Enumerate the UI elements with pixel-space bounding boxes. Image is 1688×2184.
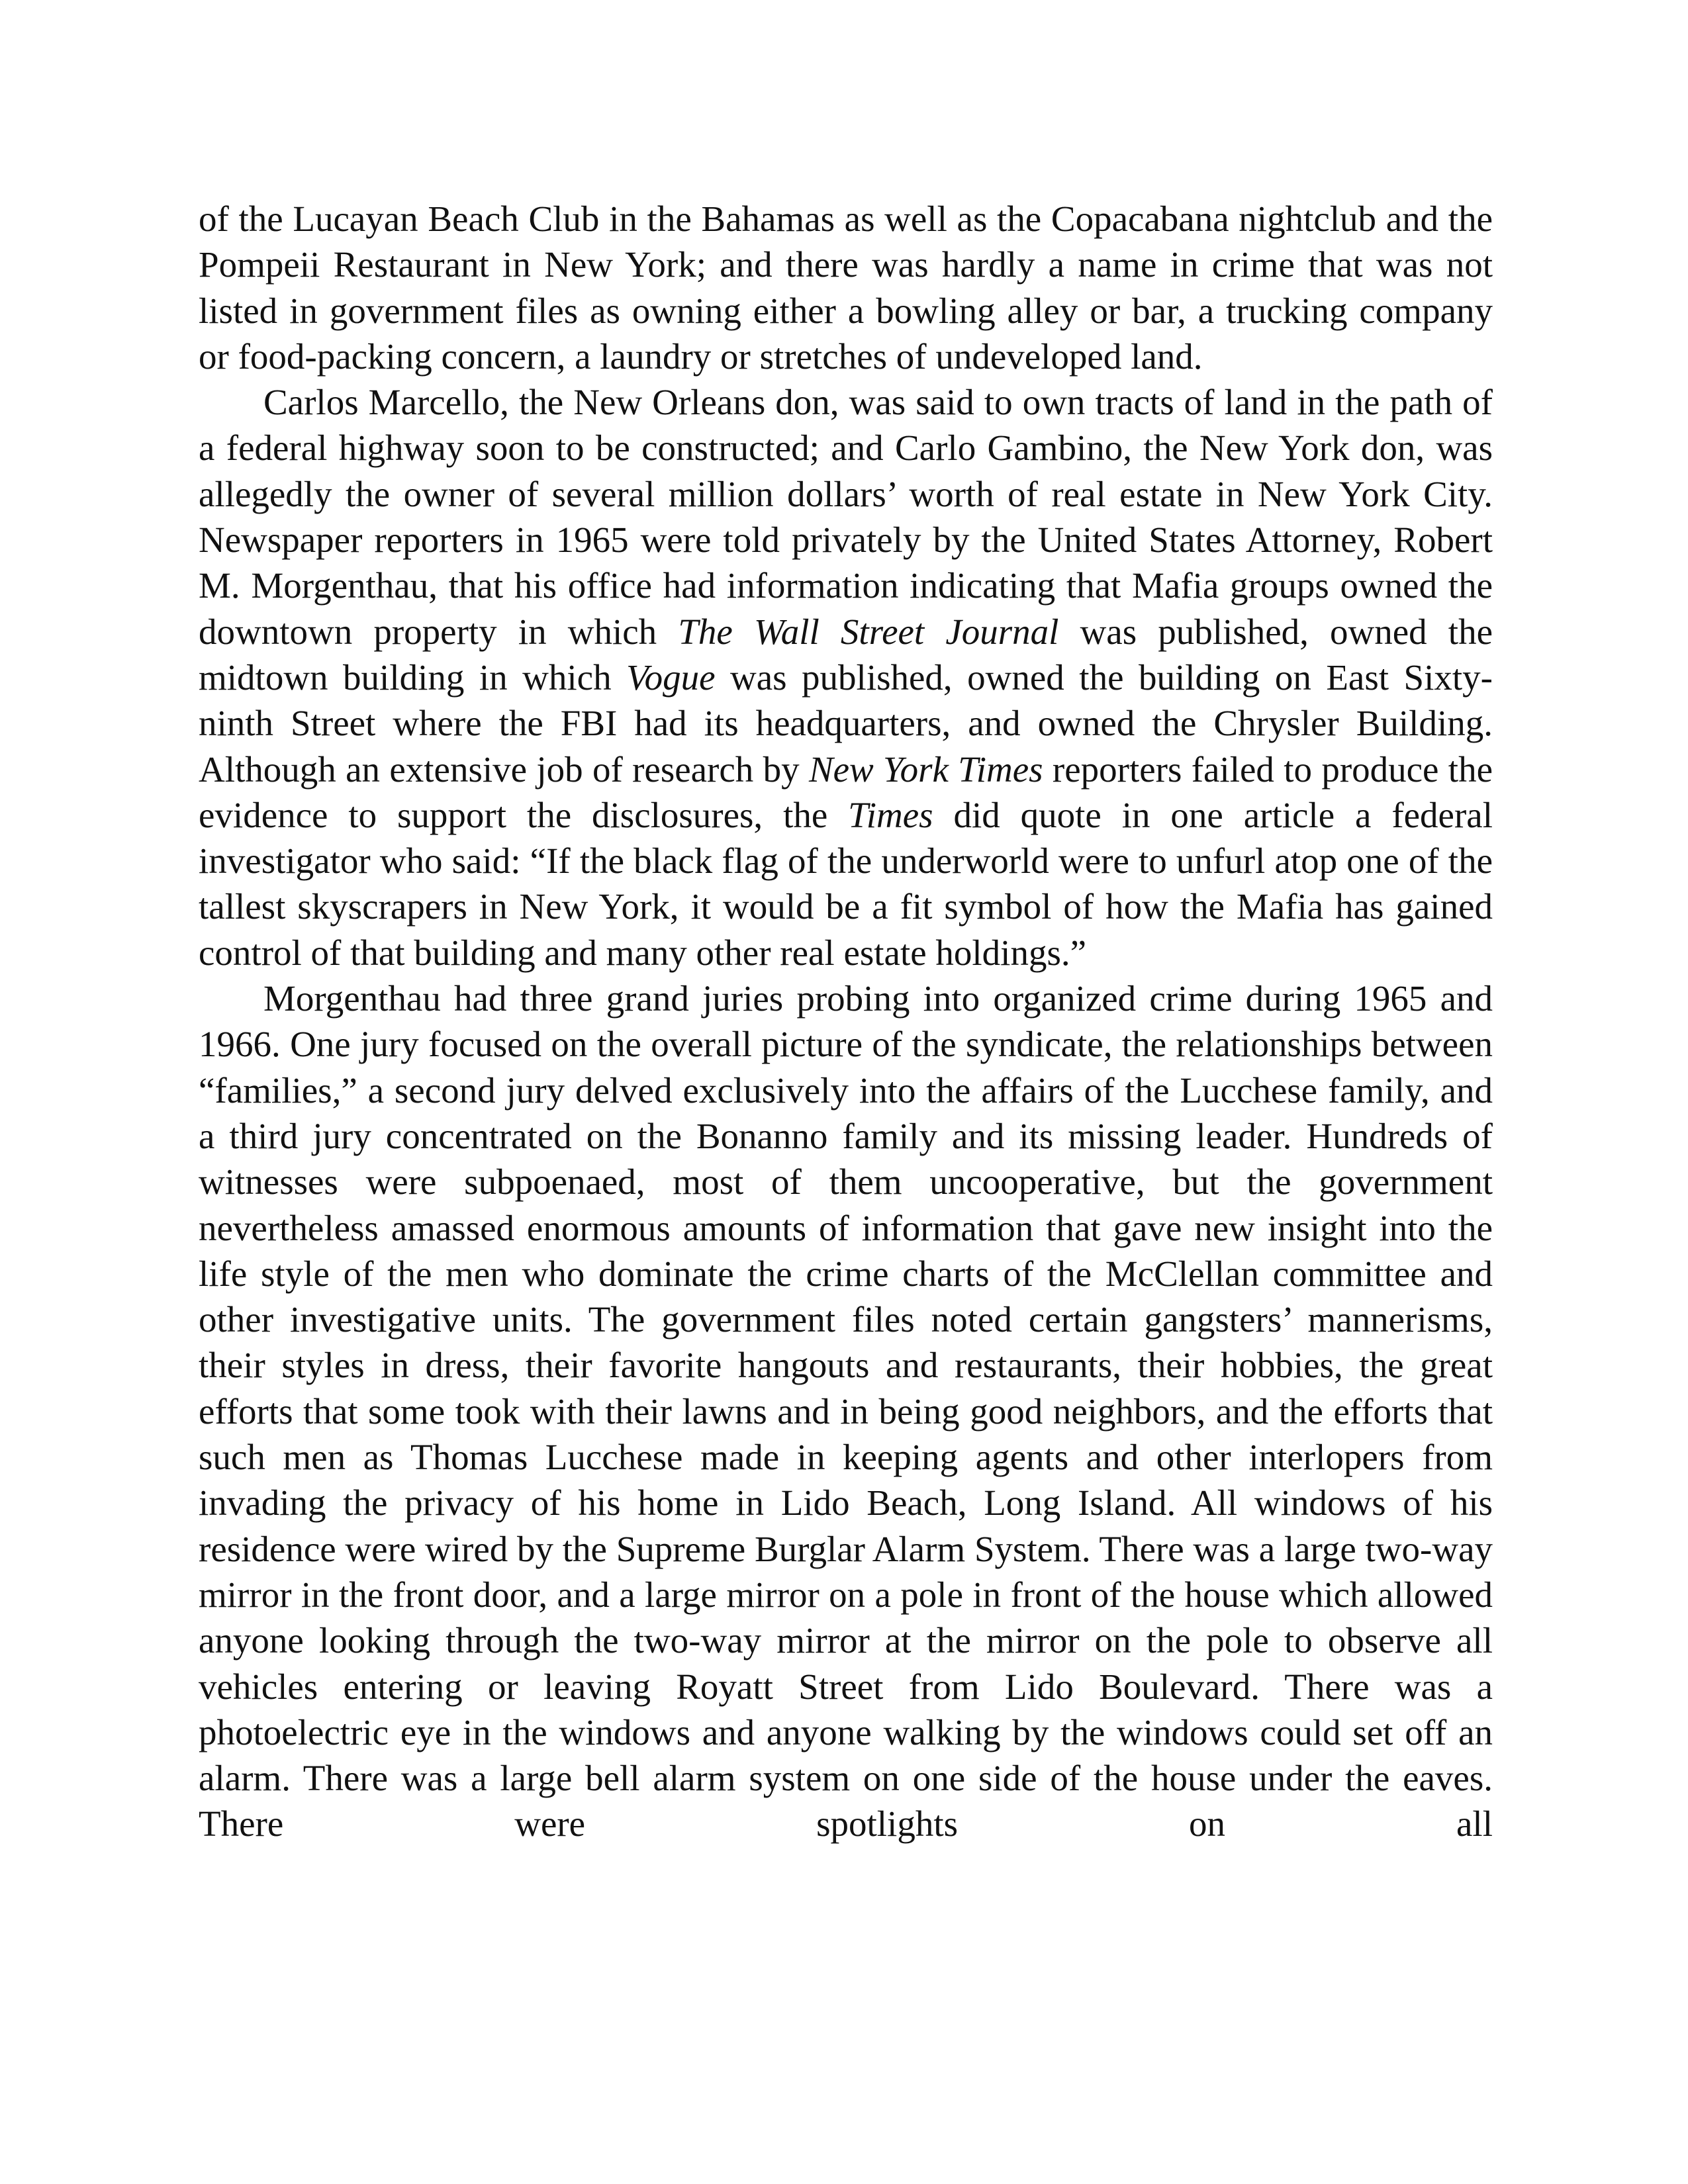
italic-title: Times <box>848 794 933 835</box>
document-page <box>199 196 1493 1847</box>
text-run: of the Lucayan Beach Club in the Bahamas as well as the Copacabana nightclub and the Pompeii Restaurant in New York; and there was hardly a name in crime that was not listed in government files as owning either a bowling alley or bar, a trucking company or food-packing concern, a laundry or stretches of undeveloped land. <box>199 199 1493 377</box>
italic-title: New York Times <box>808 749 1043 790</box>
text-run: did quote in one article a federal investigator who said: “If the black flag of the underworld were to unfurl atop one of the tallest skyscrapers in New York, it would be a fit symbol of how the Mafia has gained control of that building and many other real estate holdings.” <box>199 794 1493 973</box>
italic-title: The Wall Street Journal <box>678 611 1059 652</box>
paragraph-morgenthau-grand-juries <box>199 976 1493 1847</box>
paragraph-continued <box>199 196 1493 379</box>
text-run: Morgenthau had three grand juries probing into organized crime during 1965 and 1966. One jury focused on the overall picture of the syndicate, the relationships between “families,” a second jury delved exclusively into the affairs of the Lucchese family, and a third jury concentrated on the Bonanno family and its missing leader. Hundreds of witnesses were subpoenaed, most of them uncooperative, but the government nevertheless amassed enormous amounts of information that gave new insight into the life style of the men who dominate the crime charts of the McClellan committee and other investigative units. The government files noted certain gangsters’ mannerisms, their styles in dress, their favorite hangouts and restaurants, their hobbies, the great efforts that some took with their lawns and in being good neighbors, and the efforts that such men as Thomas Lucchese made in keeping agents and other interlopers from invading the privacy of his home in Lido Beach, Long Island. All windows of his residence were wired by the Supreme Burglar Alarm System. There was a large two-way mirror in the front door, and a large mirror on a pole in front of the house which allowed anyone looking through the two-way mirror at the mirror on the pole to observe all vehicles entering or leaving Royatt Street from Lido Boulevard. There was a photoelectric eye in the windows and anyone walking by the windows could set off an alarm. There was a large bell alarm system on one side of the house under the eaves. There were spotlights on all <box>199 978 1493 1844</box>
text-run: reporters failed to produce the evidence to support the disclosures, the <box>199 749 1493 835</box>
paragraph-marcello-gambino <box>199 379 1493 976</box>
italic-title: Vogue <box>626 657 716 698</box>
text-run: Carlos Marcello, the New Orleans don, was said to own tracts of land in the path of a federal highway soon to be constructed; and Carlo Gambino, the New York don, was allegedly the owner of several million dollars’ worth of real estate in New York City. Newspaper reporters in 1965 were told privately by the United States Attorney, Robert M. Morgenthau, that his office had information indicating that Mafia groups owned the downtown property in which <box>199 382 1493 652</box>
text-run: was published, owned the midtown building in which <box>199 611 1493 698</box>
text-run: was published, owned the building on East Sixty-ninth Street where the FBI had its headquarters, and owned the Chrysler Building. Although an extensive job of research by <box>199 657 1493 790</box>
